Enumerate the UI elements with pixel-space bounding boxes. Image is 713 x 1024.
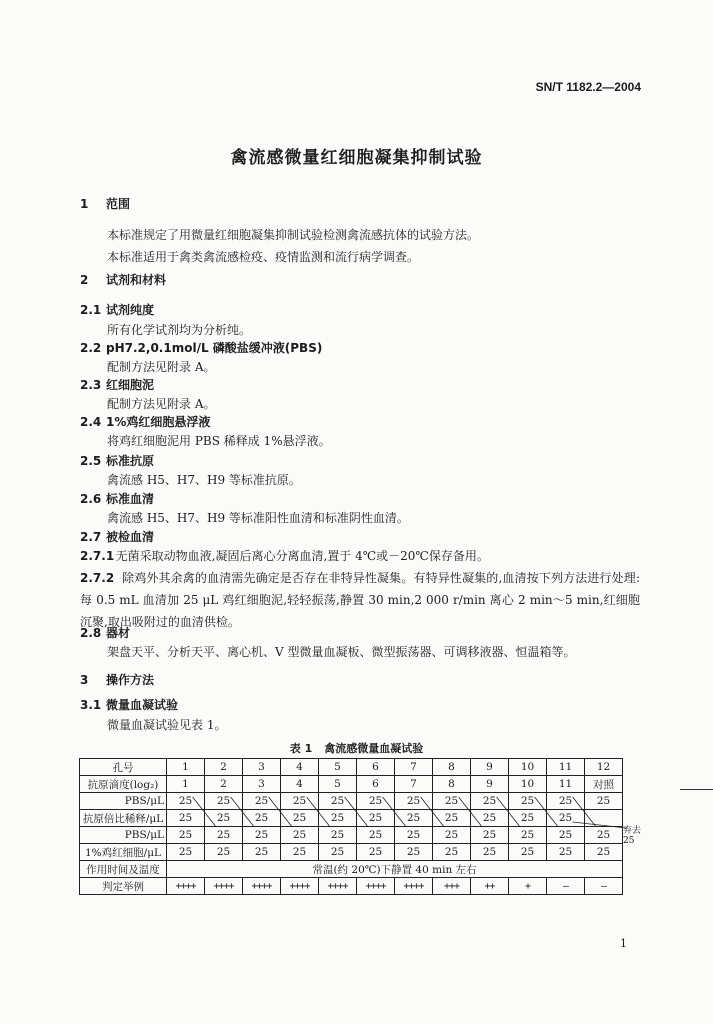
table-cell: 25 (395, 844, 433, 861)
table-cell: 9 (471, 776, 509, 793)
table-cell: 6 (357, 759, 395, 776)
section-1-paragraph-2: 本标准适用于禽类禽流感检疫、疫情监测和流行病学调查。 (107, 250, 420, 264)
table-caption (0, 740, 713, 756)
table-cell: 25 (243, 810, 281, 827)
table-cell-merged: 常温(约 20℃)下静置 40 min 左右 (167, 861, 623, 878)
table-cell: 25 (395, 793, 433, 810)
row-label: 作用时间及温度 (80, 861, 167, 878)
section-number: 2.3 (80, 378, 102, 392)
section-title: 标准血清 (106, 492, 155, 506)
table-cell: 25 (281, 793, 319, 810)
table-cell: 25 (205, 810, 243, 827)
discard-volume: 25 (623, 836, 635, 846)
table-cell: 25 (433, 793, 471, 810)
section-2-2-body: 配制方法见附录 A。 (107, 360, 216, 374)
table-row-result (80, 878, 623, 895)
page-number: 1 (620, 937, 627, 950)
table-cell: 25 (547, 810, 585, 827)
table-cell: 25 (319, 810, 357, 827)
section-title: 试剂纯度 (106, 303, 155, 317)
table-cell: 25 (243, 844, 281, 861)
table-cell: 7 (395, 759, 433, 776)
margin-rule (680, 789, 713, 790)
section-number: 2.2 (80, 341, 102, 355)
table-cell: 25 (281, 844, 319, 861)
table-cell: 5 (319, 776, 357, 793)
table-cell: 25 (357, 793, 395, 810)
table-cell: 25 (319, 844, 357, 861)
table-cell: 12 (585, 759, 623, 776)
section-2-1-heading (80, 302, 154, 318)
table-cell: ++++ (205, 878, 243, 895)
section-title: 试剂和材料 (106, 273, 167, 287)
section-title: 被检血清 (106, 530, 155, 544)
section-number: 1 (80, 197, 89, 211)
section-2-3-heading (80, 377, 154, 393)
row-label: 判定举例 (80, 878, 167, 895)
document-title: 禽流感微量红细胞凝集抑制试验 (230, 148, 483, 168)
section-body: 除鸡外其余禽的血清需先确定是否存在非特异性凝集。有特异性凝集的,血清按下列方法进行处理:每 0.5 mL 血清加 25 μL 鸡红细胞泥,轻轻振荡,静置 30 min,2 000 r/min 离心 2 min～5 min,红细胞沉聚,取出吸附过的血清供检。 (80, 571, 640, 629)
section-title: 标准抗原 (106, 454, 155, 468)
table-cell: 25 (585, 793, 623, 810)
table-cell: ++ (471, 878, 509, 895)
table-cell: 2 (205, 759, 243, 776)
table-cell: 25 (281, 810, 319, 827)
section-title: 红细胞泥 (106, 378, 155, 392)
section-1-heading (80, 196, 130, 212)
section-2-3-body: 配制方法见附录 A。 (107, 397, 216, 411)
table-cell: 25 (357, 844, 395, 861)
row-label: PBS/μL (80, 793, 167, 810)
table-cell: ++++ (395, 878, 433, 895)
row-label: PBS/μL (80, 827, 167, 844)
section-2-7-1 (80, 548, 489, 564)
table-cell: — (585, 878, 623, 895)
table-cell: 25 (509, 793, 547, 810)
table-cell: 11 (547, 759, 585, 776)
table-cell (585, 810, 623, 827)
table-cell: 25 (433, 827, 471, 844)
section-2-8-body: 架盘天平、分析天平、离心机、V 型微量血凝板、微型振荡器、可调移液器、恒温箱等。 (107, 645, 576, 659)
table-row-dilution (80, 810, 623, 827)
table-row-hole (80, 759, 623, 776)
table-cell: 2 (205, 776, 243, 793)
table-cell: 3 (243, 776, 281, 793)
table-row-rbc (80, 844, 623, 861)
table-row-pbs-2 (80, 827, 623, 844)
table-cell: ++++ (281, 878, 319, 895)
table-cell: 9 (471, 759, 509, 776)
table-cell: 25 (585, 844, 623, 861)
table-cell: 25 (205, 844, 243, 861)
section-number: 2 (80, 273, 89, 287)
section-number: 2.6 (80, 492, 102, 506)
table-cell: 11 (547, 776, 585, 793)
section-2-heading (80, 272, 166, 288)
section-2-6-body: 禽流感 H5、H7、H9 等标准阳性血清和标准阴性血清。 (107, 511, 409, 525)
table-number: 表 1 (289, 742, 313, 755)
table-cell: 25 (509, 810, 547, 827)
row-label: 1%鸡红细胞/μL (80, 844, 167, 861)
discard-note (623, 826, 641, 846)
section-2-8-heading (80, 625, 130, 641)
row-label: 孔号 (80, 759, 167, 776)
section-2-7-2 (80, 567, 640, 633)
table-cell: + (509, 878, 547, 895)
section-title: 器材 (106, 626, 131, 640)
section-3-1-body: 微量血凝试验见表 1。 (107, 718, 227, 732)
table-cell: 25 (357, 827, 395, 844)
section-title: pH7.2,0.1mol/L 磷酸盐缓冲液(PBS) (106, 341, 323, 355)
table-cell: 25 (205, 793, 243, 810)
table-cell: +++ (433, 878, 471, 895)
section-title: 操作方法 (106, 673, 155, 687)
table-cell: 25 (395, 810, 433, 827)
hemagglutination-table (79, 758, 623, 895)
section-2-6-heading (80, 491, 154, 507)
table-cell: 1 (167, 759, 205, 776)
table-cell: 25 (547, 844, 585, 861)
table-cell: 8 (433, 759, 471, 776)
section-number: 2.7.1 (80, 549, 115, 563)
table-cell: 25 (471, 793, 509, 810)
section-number: 2.5 (80, 454, 102, 468)
row-label: 抗原滴度(log₂) (80, 776, 167, 793)
table-cell: 3 (243, 759, 281, 776)
table-cell: 10 (509, 776, 547, 793)
table-cell: 25 (167, 810, 205, 827)
section-1-paragraph-1: 本标准规定了用微量红细胞凝集抑制试验检测禽流感抗体的试验方法。 (107, 228, 480, 242)
section-number: 2.1 (80, 303, 102, 317)
section-2-4-heading (80, 414, 210, 430)
table-cell: — (547, 878, 585, 895)
table-cell: ++++ (357, 878, 395, 895)
standard-number: SN/T 1182.2—2004 (535, 80, 641, 94)
table-cell: 1 (167, 776, 205, 793)
section-2-4-body: 将鸡红细胞泥用 PBS 稀释成 1%悬浮液。 (107, 434, 331, 448)
section-number: 2.7 (80, 530, 102, 544)
section-number: 2.4 (80, 415, 102, 429)
table-cell: 25 (167, 827, 205, 844)
section-2-7-heading (80, 529, 154, 545)
row-label: 抗原倍比稀释/μL (80, 810, 167, 827)
table-cell: 25 (167, 844, 205, 861)
table-cell: 25 (205, 827, 243, 844)
section-number: 2.8 (80, 626, 102, 640)
section-number: 3 (80, 673, 89, 687)
table-cell: 5 (319, 759, 357, 776)
table-cell: 25 (471, 827, 509, 844)
table-cell: 25 (509, 844, 547, 861)
table-cell: ++++ (319, 878, 357, 895)
table-cell: 25 (509, 827, 547, 844)
table-cell: 25 (243, 793, 281, 810)
table-cell: 6 (357, 776, 395, 793)
table-row-titer (80, 776, 623, 793)
table-row-pbs (80, 793, 623, 810)
table-cell: 8 (433, 776, 471, 793)
section-2-5-body: 禽流感 H5、H7、H9 等标准抗原。 (107, 473, 301, 487)
section-3-1-heading (80, 697, 178, 713)
table-cell: 25 (167, 793, 205, 810)
section-2-1-body: 所有化学试剂均为分析纯。 (107, 323, 252, 337)
table-cell: 25 (471, 810, 509, 827)
table-cell: 25 (319, 827, 357, 844)
table-cell: 25 (281, 827, 319, 844)
section-number: 2.7.2 (80, 571, 115, 585)
section-body: 无菌采取动物血液,凝固后离心分离血清,置于 4℃或－20℃保存备用。 (115, 549, 489, 563)
table-cell: 25 (547, 793, 585, 810)
table-cell: 25 (547, 827, 585, 844)
table-cell: 25 (433, 844, 471, 861)
section-title: 1%鸡红细胞悬浮液 (106, 415, 211, 429)
table-cell: 25 (471, 844, 509, 861)
section-number: 3.1 (80, 698, 102, 712)
section-title: 范围 (106, 197, 131, 211)
section-title: 微量血凝试验 (106, 698, 179, 712)
table-cell: ++++ (167, 878, 205, 895)
section-2-2-heading (80, 340, 322, 356)
table-cell: 7 (395, 776, 433, 793)
table-cell: 25 (357, 810, 395, 827)
table-cell: 10 (509, 759, 547, 776)
discard-label: 弃去 (623, 826, 642, 836)
section-2-5-heading (80, 453, 154, 469)
table-cell: 4 (281, 759, 319, 776)
table-cell: 25 (243, 827, 281, 844)
table-cell: 25 (319, 793, 357, 810)
table-cell: 对照 (585, 776, 623, 793)
table-cell: ++++ (243, 878, 281, 895)
table-cell: 25 (433, 810, 471, 827)
table-cell: 25 (395, 827, 433, 844)
table-row-time (80, 861, 623, 878)
table-cell: 4 (281, 776, 319, 793)
section-3-heading (80, 672, 154, 688)
table-title: 禽流感微量血凝试验 (324, 742, 424, 755)
table-cell: 25 (585, 827, 623, 844)
